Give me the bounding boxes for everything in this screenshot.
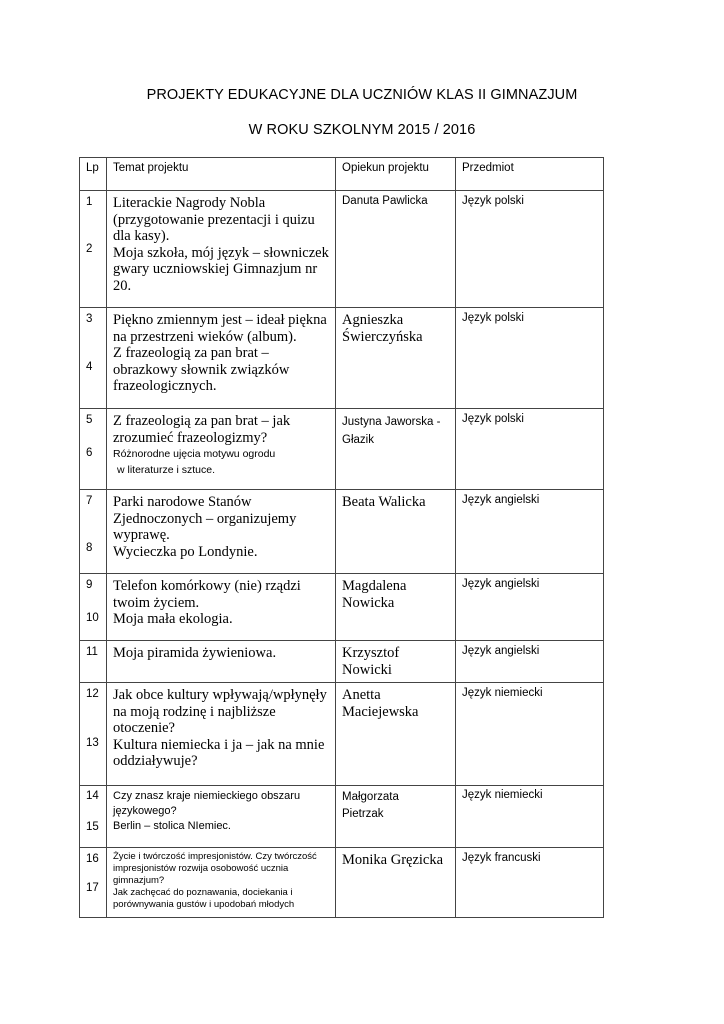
tutor-cell: Agnieszka Świerczyńska [336, 308, 456, 409]
tutor-cell: Magdalena Nowicka [336, 574, 456, 641]
topic-cell [107, 574, 336, 641]
tutor-cell [336, 786, 456, 848]
row-number: 9 [86, 579, 93, 591]
topic-text: Piękno zmiennym jest – ideał piękna na przestrzeni wieków (album). [113, 312, 327, 345]
tutor-text: Głazik [342, 434, 374, 446]
topic-text: Kultura niemiecka i ja – jak na mnie oddziaływuje? [113, 736, 325, 769]
subject-cell: Język polski [456, 308, 604, 409]
subject-cell: Język angielski [456, 574, 604, 641]
row-number-cell [80, 683, 107, 786]
tutor-text: Małgorzata [342, 791, 399, 803]
row-number-cell [80, 308, 107, 409]
tutor-cell: Monika Gręzicka [336, 848, 456, 918]
table-row [80, 409, 604, 490]
tutor-cell: Danuta Pawlicka [336, 191, 456, 308]
row-number-cell [80, 490, 107, 574]
subject-cell: Język angielski [456, 641, 604, 683]
row-number: 15 [86, 821, 99, 833]
row-number: 13 [86, 737, 99, 749]
topic-cell [107, 641, 336, 683]
topic-cell [107, 409, 336, 490]
topic-text: Jak zachęcać do poznawania, dociekania i porównywania gustów i upodobań młodych [113, 887, 295, 910]
row-number-cell [80, 574, 107, 641]
row-number: 2 [86, 243, 93, 255]
topic-cell [107, 683, 336, 786]
document-title: PROJEKTY EDUKACYJNE DLA UCZNIÓW KLAS II GIMNAZJUM [146, 87, 578, 103]
topic-cell [107, 786, 336, 848]
topic-text: Moja szkoła, mój język – słowniczek gwary uczniowskiej Gimnazjum nr 20. [113, 244, 329, 294]
row-number: 16 [86, 853, 99, 865]
subject-cell: Język polski [456, 191, 604, 308]
header-topic: Temat projektu [107, 158, 336, 191]
row-number: 14 [86, 790, 99, 802]
row-number: 6 [86, 447, 93, 459]
row-number: 4 [86, 361, 93, 373]
topic-text: Berlin – stolica NIemiec. [113, 820, 231, 832]
tutor-cell: Anetta Maciejewska [336, 683, 456, 786]
topic-text: Życie i twórczość impresjonistów. Czy twórczość impresjonistów rozwija osobowość ucznia gimnazjum? [113, 851, 317, 886]
subject-cell: Język polski [456, 409, 604, 490]
tutor-cell: Beata Walicka [336, 490, 456, 574]
row-number: 7 [86, 495, 93, 507]
row-number-cell [80, 786, 107, 848]
topic-text: w literaturze i sztuce. [117, 464, 216, 476]
row-number: 5 [86, 414, 93, 426]
tutor-cell: Krzysztof Nowicki [336, 641, 456, 683]
table-row [80, 191, 604, 308]
subject-cell: Język niemiecki [456, 786, 604, 848]
topic-text: Moja piramida żywieniowa. [113, 645, 277, 661]
tutor-cell [336, 409, 456, 490]
topic-text: Z frazeologią za pan brat – jak zrozumieć frazeologizmy? [113, 413, 291, 446]
table-row [80, 308, 604, 409]
projects-table [79, 157, 604, 918]
header-subject: Przedmiot [456, 158, 604, 191]
row-number-cell [80, 191, 107, 308]
document-subtitle: W ROKU SZKOLNYM 2015 / 2016 [248, 122, 476, 138]
header-lp: Lp [80, 158, 107, 191]
topic-cell [107, 191, 336, 308]
topic-text: Zjednoczonych – organizujemy wyprawę. [113, 510, 297, 543]
table-row [80, 574, 604, 641]
tutor-text: Justyna Jaworska - [342, 416, 441, 428]
topic-cell [107, 490, 336, 574]
topic-text: Moja mała ekologia. [113, 611, 233, 627]
table-header-row [80, 158, 604, 191]
topic-text: Z frazeologią za pan brat – obrazkowy słownik związków frazeologicznych. [113, 345, 290, 394]
header-tutor: Opiekun projektu [336, 158, 456, 191]
topic-cell [107, 308, 336, 409]
row-number: 8 [86, 542, 93, 554]
topic-text: Wycieczka po Londynie. [113, 543, 258, 560]
topic-text: Literackie Nagrody Nobla (przygotowanie prezentacji i quizu dla kasy). [113, 195, 315, 244]
subject-cell: Język niemiecki [456, 683, 604, 786]
topic-text: Jak obce kultury wpływają/wpłynęły na moją rodzinę i najbliższe otoczenie? [113, 687, 327, 736]
row-number-cell [80, 848, 107, 918]
subject-cell: Język francuski [456, 848, 604, 918]
topic-text: Telefon komórkowy (nie) rządzi twoim życiem. [113, 578, 301, 611]
row-number-cell [80, 641, 107, 683]
tutor-text: Pietrzak [342, 808, 384, 820]
row-number: 10 [86, 612, 99, 624]
topic-text: Parki narodowe Stanów [113, 494, 252, 510]
table-row [80, 786, 604, 848]
topic-text: Czy znasz kraje niemieckiego obszaru językowego? [113, 790, 301, 817]
row-number: 3 [86, 313, 93, 325]
subject-cell: Język angielski [456, 490, 604, 574]
row-number-cell [80, 409, 107, 490]
row-number: 17 [86, 882, 99, 894]
table-row [80, 490, 604, 574]
row-number: 11 [86, 646, 98, 658]
row-number: 12 [86, 688, 99, 700]
row-number: 1 [86, 196, 93, 208]
table-row [80, 848, 604, 918]
table-row [80, 683, 604, 786]
table-row [80, 641, 604, 683]
topic-text: Różnorodne ujęcia motywu ogrodu [113, 448, 276, 460]
topic-cell [107, 848, 336, 918]
